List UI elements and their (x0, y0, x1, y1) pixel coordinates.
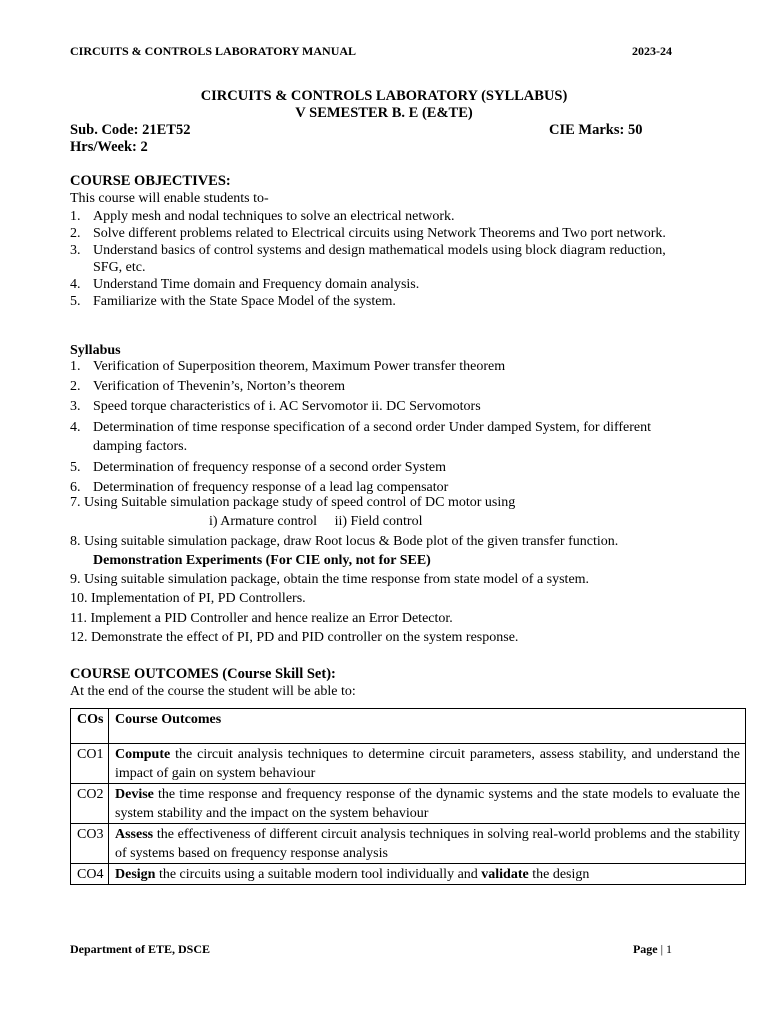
table-header-row (71, 709, 746, 744)
list-item: 1. Verification of Superposition theorem, Maximum Power transfer theorem (70, 359, 506, 374)
sub-code: Sub. Code: 21ET52 (70, 122, 191, 138)
syllabus-list-continued (70, 494, 710, 648)
list-item: 4. Determination of time response specification of a second order Under damped System, for different damping factors. (70, 420, 652, 454)
co-id: CO1 (71, 744, 109, 784)
list-item: 4. Understand Time domain and Frequency domain analysis. (70, 277, 420, 292)
demo-heading: Demonstration Experiments (For CIE only, not for SEE) (93, 552, 431, 568)
list-item: 6. Determination of frequency response of a lead lag compensator (70, 480, 449, 495)
syllabus-heading: Syllabus (70, 343, 121, 358)
list-item: 8. Using suitable simulation package, draw Root locus & Bode plot of the given transfer function. (70, 533, 619, 549)
list-item: 12. Demonstrate the effect of PI, PD and PID controller on the system response. (70, 630, 519, 646)
co-id: CO2 (71, 784, 109, 824)
co-id: CO3 (71, 824, 109, 864)
co-text: Compute the circuit analysis techniques to determine circuit parameters, assess stability, and understand the impact of gain on system behaviour (109, 744, 746, 784)
table-row (71, 824, 746, 864)
header-year: 2023-24 (632, 44, 672, 58)
list-item: 1. Apply mesh and nodal techniques to solve an electrical network. (70, 209, 455, 224)
objectives-intro: This course will enable students to- (70, 191, 269, 206)
table-row (71, 744, 746, 784)
hrs-week: Hrs/Week: 2 (70, 139, 148, 155)
list-item: 10. Implementation of PI, PD Controllers. (70, 591, 306, 607)
list-item: 11. Implement a PID Controller and hence realize an Error Detector. (70, 610, 453, 626)
co-id: CO4 (71, 864, 109, 885)
table-row (71, 784, 746, 824)
header-title: CIRCUITS & CONTROLS LABORATORY MANUAL (70, 44, 357, 58)
outcomes-heading: COURSE OUTCOMES (Course Skill Set): (70, 666, 336, 682)
table-row (71, 864, 746, 885)
objectives-list (70, 208, 690, 310)
list-item-sub: i) Armature control ii) Field control (209, 514, 423, 530)
syllabus-list (70, 358, 670, 496)
list-item: 3. Understand basics of control systems and design mathematical models using block diagram reduction, SFG, etc. (70, 243, 666, 275)
cie-marks: CIE Marks: 50 (549, 122, 643, 138)
doc-title: CIRCUITS & CONTROLS LABORATORY (SYLLABUS) (200, 88, 568, 104)
footer-dept: Department of ETE, DSCE (70, 942, 210, 956)
list-item: 3. Speed torque characteristics of i. AC Servomotor ii. DC Servomotors (70, 399, 481, 414)
list-item: 5. Determination of frequency response of a second order System (70, 460, 446, 475)
list-item: 2. Verification of Thevenin’s, Norton’s theorem (70, 379, 346, 394)
page-number: Page | 1 (632, 942, 672, 956)
outcomes-intro: At the end of the course the student will be able to: (70, 684, 356, 699)
list-item: 2. Solve different problems related to Electrical circuits using Network Theorems and Two port network. (70, 226, 666, 241)
co-text: Design the circuits using a suitable modern tool individually and validate the design (109, 864, 746, 885)
co-text: Devise the time response and frequency response of the dynamic systems and the state models to evaluate the system stability and the impact on the system behaviour (109, 784, 746, 824)
outcomes-table (70, 708, 746, 885)
page-footer (70, 941, 672, 958)
list-item: 5. Familiarize with the State Space Model of the system. (70, 294, 396, 309)
table-header-outcomes: Course Outcomes (109, 709, 746, 744)
list-item: 7. Using Suitable simulation package study of speed control of DC motor using (70, 495, 516, 510)
doc-subtitle: V SEMESTER B. E (E&TE) (295, 105, 473, 121)
objectives-heading: COURSE OBJECTIVES: (70, 173, 231, 189)
co-text: Assess the effectiveness of different circuit analysis techniques in solving real-world problems and the stability of systems based on frequency response analysis (109, 824, 746, 864)
table-header-cos: COs (71, 709, 109, 744)
list-item: 9. Using suitable simulation package, obtain the time response from state model of a system. (70, 572, 590, 588)
running-header (70, 43, 672, 60)
